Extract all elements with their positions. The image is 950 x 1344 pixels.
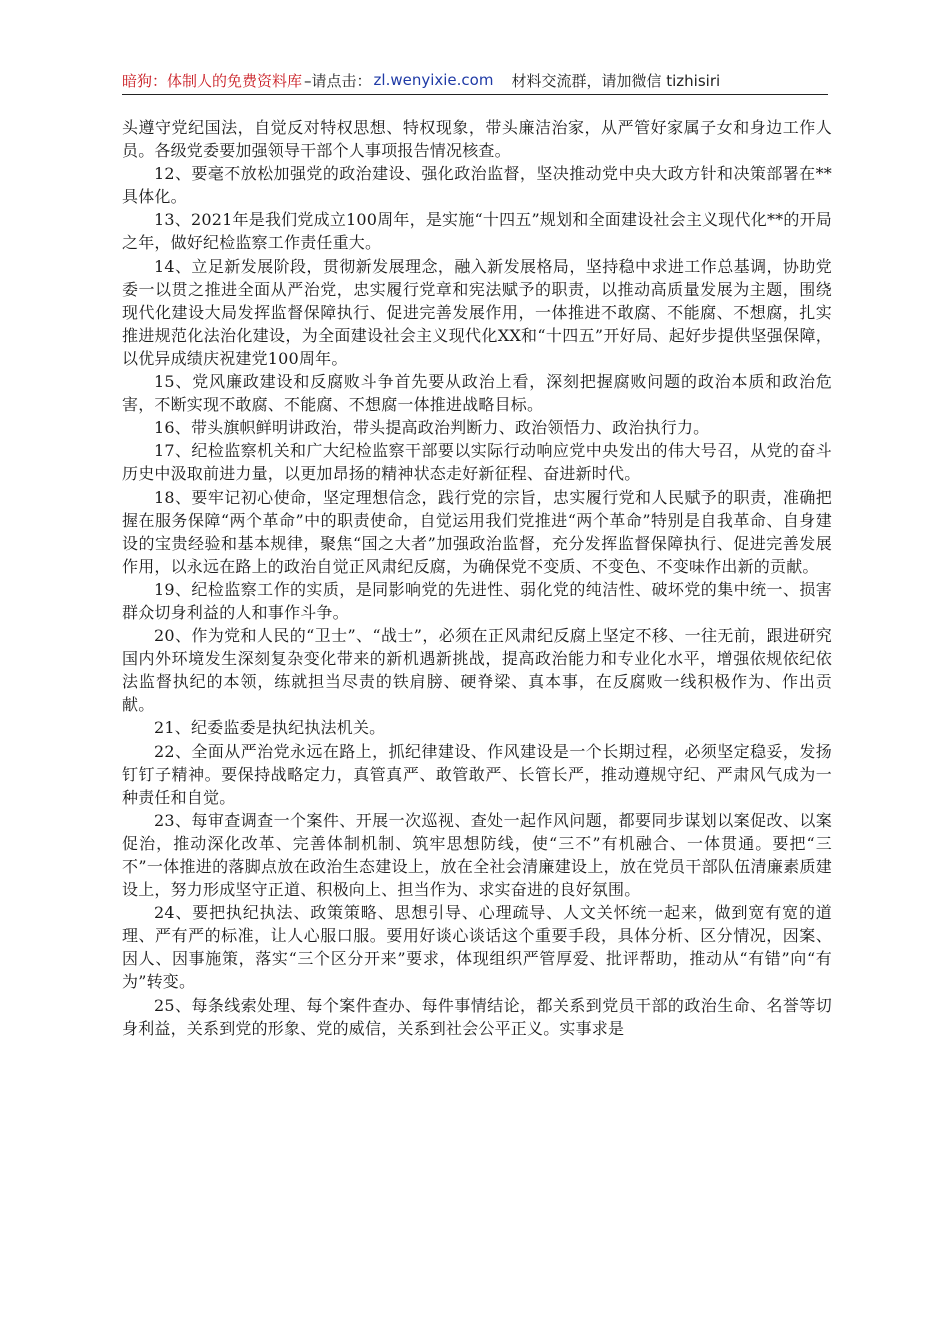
paragraph-17: 17、纪检监察机关和广大纪检监察干部要以实际行动响应党中央发出的伟大号召，从党的奋斗历史中汲取前进力量，以更加昂扬的精神状态走好新征程、奋进新时代。 [122,441,832,484]
paragraph-22: 22、全面从严治党永远在路上，抓纪律建设、作风建设是一个长期过程，必须坚定稳妥，发扬钉钉子精神。要保持战略定力，真管真严、敢管敢严、长管长严，推动遵规守纪、严肃风气成为一种责任和自觉。 [122,741,832,807]
paragraph-20: 20、作为党和人民的“卫士”、“战士”，必须在正风肃纪反腐上坚定不移、一往无前，跟进研究国内外环境发生深刻复杂变化带来的新机遇新挑战，提高政治能力和专业化水平，增强依规依纪依法监督执纪的本领，练就担当尽责的铁肩膀、硬脊梁、真本事，在反腐败一线积极作为、作出贡献。 [122,626,832,715]
paragraph-13: 13、2021年是我们党成立100周年，是实施“十四五”规划和全面建设社会主义现代化**的开局之年，做好纪检监察工作责任重大。 [122,210,832,253]
page-header [122,66,828,95]
paragraph-19: 19、纪检监察工作的实质，是同影响党的先进性、弱化党的纯洁性、破坏党的集中统一、损害群众切身利益的人和事作斗争。 [122,579,832,622]
paragraph-12: 12、要毫不放松加强党的政治建设、强化政治监督，坚决推动党中央大政方针和决策部署在**具体化。 [122,164,832,207]
header-prompt: –请点击： [304,71,372,90]
paragraph-24: 24、要把执纪执法、政策策略、思想引导、心理疏导、人文关怀统一起来，做到宽有宽的道理、严有严的标准，让人心服口服。要用好谈心谈话这个重要手段，具体分析、区分情况，因案、因人、因事施策，落实“三个区分开来”要求，体现组织严管厚爱、批评帮助，推动从“有错”向“有为”转变。 [122,903,832,992]
document-body [122,116,832,1040]
paragraph-23: 23、每审查调查一个案件、开展一次巡视、查处一起作风问题，都要同步谋划以案促改、以案促治，推动深化改革、完善体制机制、筑牢思想防线，使“三不”有机融合、一体贯通。要把“三不”一体推进的落脚点放在政治生态建设上，放在全社会清廉建设上，放在党员干部队伍清廉素质建设上，努力形成坚守正道、积极向上、担当作为、求实奋进的良好氛围。 [122,810,832,900]
paragraph-18: 18、要牢记初心使命，坚定理想信念，践行党的宗旨，忠实履行党和人民赋予的职责，准确把握在服务保障“两个革命”中的职责使命，自觉运用我们党推进“两个革命”特别是自我革命、自身建设的宝贵经验和基本规律，聚焦“国之大者”加强政治监督，充分发挥监督保障执行、促进完善发展作用，以永远在路上的政治自觉正风肃纪反腐，为确保党不变质、不变色、不变味作出新的贡献。 [122,487,832,576]
paragraph-25: 25、每条线索处理、每个案件查办、每件事情结论，都关系到党员干部的政治生命、名誉等切身利益，关系到党的形象、党的威信，关系到社会公平正义。实事求是 [122,995,832,1038]
paragraph-14: 14、立足新发展阶段，贯彻新发展理念，融入新发展格局，坚持稳中求进工作总基调，协助党委一以贯之推进全面从严治党，忠实履行党章和宪法赋予的职责，以推动高质量发展为主题，围绕现代化建设大局发挥监督保障执行、促进完善发展作用，一体推进不敢腐、不能腐、不想腐，扎实推进规范化法治化建设，为全面建设社会主义现代化XX和“十四五”开好局、起好步提供坚强保障，以优异成绩庆祝建党100周年。 [122,256,832,368]
header-link[interactable]: zl.wenyixie.com [373,71,494,89]
header-contact: 材料交流群，请加微信 tizhisiri [511,71,721,90]
paragraph-16: 16、带头旗帜鲜明讲政治，带头提高政治判断力、政治领悟力、政治执行力。 [154,418,710,438]
header-brand: 暗狗：体制人的免费资料库 [122,71,303,90]
paragraph-21: 21、纪委监委是执纪执法机关。 [154,718,386,738]
paragraph-continuation: 头遵守党纪国法，自觉反对特权思想、特权现象，带头廉洁治家，从严管好家属子女和身边工作人员。各级党委要加强领导干部个人事项报告情况核查。 [122,118,832,161]
paragraph-15: 15、党风廉政建设和反腐败斗争首先要从政治上看，深刻把握腐败问题的政治本质和政治危害，不断实现不敢腐、不能腐、不想腐一体推进战略目标。 [122,372,832,415]
